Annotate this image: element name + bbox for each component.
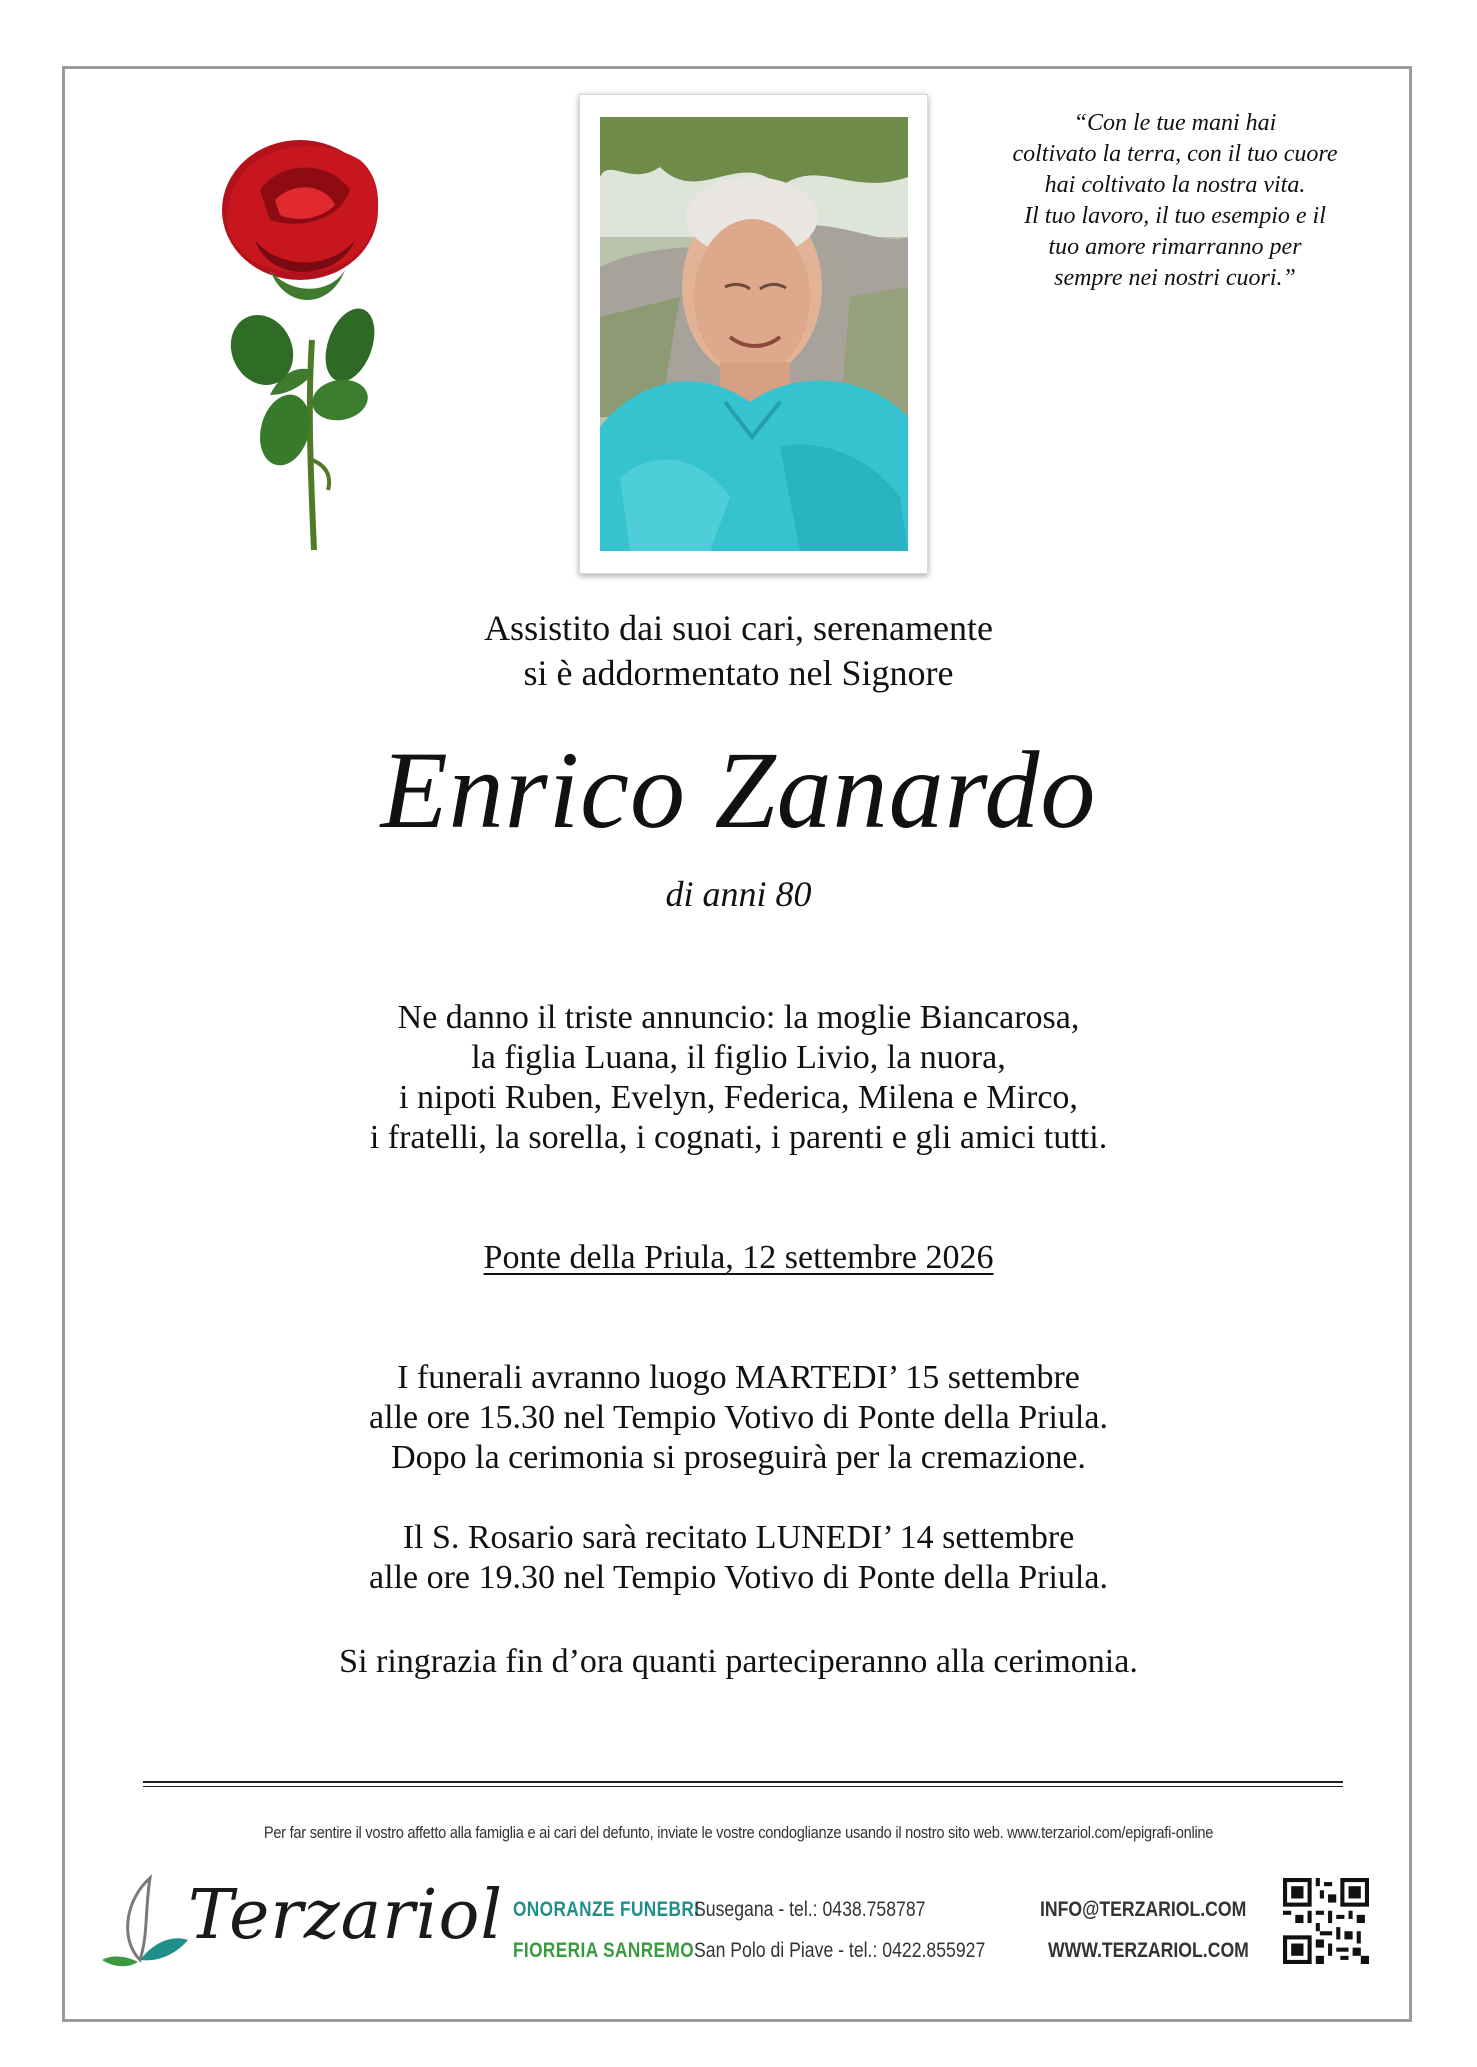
quote-line: sempre nei nostri cuori.” <box>1054 265 1296 291</box>
portrait-photo <box>600 117 908 551</box>
memorial-quote <box>955 108 1395 294</box>
qr-code-icon[interactable] <box>1283 1878 1369 1964</box>
contact-email[interactable]: INFO@TERZARIOL.COM <box>1040 1898 1247 1921</box>
deceased-name: Enrico Zanardo <box>380 729 1097 851</box>
brand-onoranze: ONORANZE FUNEBRI <box>513 1898 700 1921</box>
quote-line: Il tuo lavoro, il tuo esempio e il <box>1024 203 1326 229</box>
contact-website[interactable]: WWW.TERZARIOL.COM <box>1048 1939 1249 1962</box>
red-rose-icon <box>200 130 400 570</box>
funeral-line: I funerali avranno luogo MARTEDI’ 15 settembre <box>397 1359 1080 1396</box>
footer-divider-thin <box>143 1786 1343 1787</box>
leaf-logo-icon <box>100 1870 190 1970</box>
funeral-line: Dopo la cerimonia si proseguirà per la cremazione. <box>391 1439 1086 1476</box>
intro-line: si è addormentato nel Signore <box>523 653 954 693</box>
contact-san-polo: San Polo di Piave - tel.: 0422.855927 <box>694 1939 986 1962</box>
rosary-line: Il S. Rosario sarà recitato LUNEDI’ 14 settembre <box>402 1519 1075 1556</box>
footer-divider <box>143 1781 1343 1783</box>
rosary-line: alle ore 19.30 nel Tempio Votivo di Ponte della Priula. <box>369 1559 1108 1596</box>
logo-wordmark: Terzariol <box>188 1876 504 1955</box>
thanks-text: Si ringrazia fin d’ora quanti parteciperanno alla cerimonia. <box>339 1643 1138 1680</box>
family-announcement <box>0 998 1477 1158</box>
funeral-line: alle ore 15.30 nel Tempio Votivo di Ponte della Priula. <box>369 1399 1108 1436</box>
quote-line: hai coltivato la nostra vita. <box>1044 172 1306 198</box>
place-date-text: Ponte della Priula, 12 settembre 2026 <box>483 1239 994 1276</box>
deceased-age: di anni 80 <box>665 874 812 914</box>
footer-note: Per far sentire il vostro affetto alla famiglia e ai cari del defunto, inviate le vostre condoglianze usando il nostro sito web. www.terzariol.com/epigrafi-online <box>263 1823 1214 1842</box>
quote-line: coltivato la terra, con il tuo cuore <box>1012 141 1338 167</box>
terzariol-logo <box>100 1870 504 1980</box>
announcement-line: la figlia Luana, il figlio Livio, la nuora, <box>471 1039 1006 1076</box>
funeral-info <box>0 1358 1477 1478</box>
announcement-line: i fratelli, la sorella, i cognati, i parenti e gli amici tutti. <box>369 1119 1108 1156</box>
intro-text <box>0 606 1477 696</box>
intro-line: Assistito dai suoi cari, serenamente <box>484 608 993 648</box>
brand-fioreria: FIORERIA SANREMO <box>513 1939 695 1962</box>
portrait-card <box>579 94 928 574</box>
announcement-line: i nipoti Ruben, Evelyn, Federica, Milena e Mirco, <box>399 1079 1078 1116</box>
rosary-info <box>0 1518 1477 1598</box>
quote-line: tuo amore rimarranno per <box>1048 234 1302 260</box>
quote-line: “Con le tue mani hai <box>1073 110 1277 136</box>
announcement-line: Ne danno il triste annuncio: la moglie Biancarosa, <box>397 999 1080 1036</box>
contact-susegana: Susegana - tel.: 0438.758787 <box>694 1898 926 1921</box>
place-date <box>0 1237 1477 1279</box>
